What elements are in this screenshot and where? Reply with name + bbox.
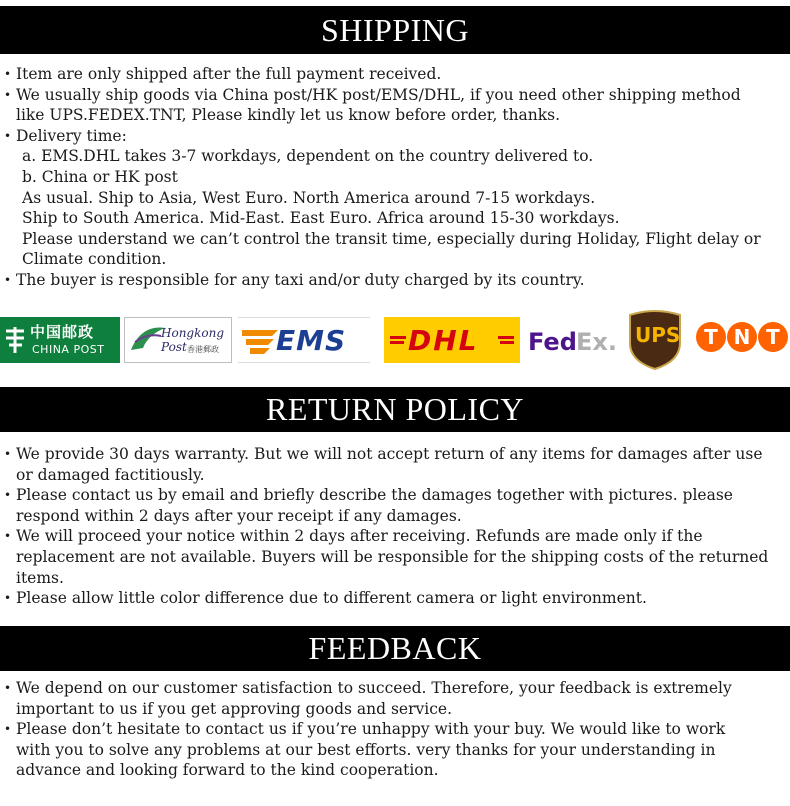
feedback-line: with you to solve any problems at our best efforts. very thanks for your understanding in bbox=[16, 740, 716, 759]
return-policy-text bbox=[2, 444, 790, 609]
fedex-logo bbox=[526, 322, 618, 362]
return-policy-line: • We provide 30 days warranty. But we will not accept return of any items for damages after use bbox=[2, 444, 790, 465]
tnt-letter-n: N bbox=[727, 322, 757, 352]
feedback-line: • We depend on our customer satisfaction to succeed. Therefore, your feedback is extremely bbox=[2, 678, 790, 699]
shipping-line: Please understand we can’t control the transit time, especially during Holiday, Flight delay or bbox=[22, 229, 761, 248]
ups-text: UPS bbox=[635, 323, 681, 347]
return-policy-line: • Please allow little color difference due to different camera or light environment. bbox=[2, 588, 790, 609]
shipping-line: • The buyer is responsible for any taxi and/or duty charged by its country. bbox=[2, 270, 790, 291]
shipping-text bbox=[2, 64, 790, 291]
return-policy-line: respond within 2 days after your receipt if any damages. bbox=[16, 506, 462, 525]
return-policy-title: RETURN POLICY bbox=[265, 391, 525, 427]
hongkong-post-en-text: Hongkong Post bbox=[161, 326, 225, 354]
hongkong-post-logo bbox=[124, 317, 232, 363]
hongkong-post-cn-text: 香港郵政 bbox=[187, 345, 219, 354]
ems-text: EMS bbox=[276, 324, 347, 357]
shipping-line: a. EMS.DHL takes 3-7 workdays, dependent on the country delivered to. bbox=[22, 147, 594, 166]
feedback-line: • Please don’t hesitate to contact us if you’re unhappy with your buy. We would like to work bbox=[2, 719, 790, 740]
feedback-text bbox=[2, 678, 790, 781]
china-post-en-text: CHINA POST bbox=[32, 343, 105, 356]
shipping-title: SHIPPING bbox=[320, 12, 470, 48]
return-policy-line: or damaged factitiously. bbox=[16, 465, 205, 484]
china-post-cn-text: 中国邮政 bbox=[30, 323, 95, 341]
fedex-fed-text: Fed bbox=[528, 328, 577, 356]
shipping-line: • Item are only shipped after the full payment received. bbox=[2, 64, 790, 85]
dhl-logo bbox=[384, 317, 520, 363]
ups-logo bbox=[626, 309, 684, 371]
feedback-line: advance and looking forward to the kind cooperation. bbox=[16, 761, 439, 780]
tnt-letter-t2: T bbox=[758, 322, 788, 352]
tnt-letter-t: T bbox=[696, 322, 726, 352]
dhl-text: DHL bbox=[408, 324, 479, 357]
return-policy-header bbox=[0, 387, 790, 432]
return-policy-line: • We will proceed your notice within 2 days after receiving. Refunds are made only if the bbox=[2, 526, 790, 547]
shipping-line: As usual. Ship to Asia, West Euro. North America around 7-15 workdays. bbox=[22, 188, 596, 207]
ems-logo bbox=[238, 317, 370, 363]
shipping-line: • We usually ship goods via China post/HK post/EMS/DHL, if you need other shipping method bbox=[2, 85, 790, 106]
china-post-logo bbox=[0, 317, 120, 363]
return-policy-line: • Please contact us by email and briefly describe the damages together with pictures. please bbox=[2, 485, 790, 506]
feedback-line: important to us if you get approving goods and service. bbox=[16, 699, 453, 718]
shipping-line: Ship to South America. Mid-East. East Euro. Africa around 15-30 workdays. bbox=[22, 209, 620, 228]
feedback-title: FEEDBACK bbox=[308, 630, 482, 666]
return-policy-line: items. bbox=[16, 568, 64, 587]
china-post-mark-icon bbox=[4, 325, 26, 355]
return-policy-line: replacement are not available. Buyers will be responsible for the shipping costs of the returned bbox=[16, 547, 769, 566]
shipping-header bbox=[0, 6, 790, 54]
shipping-line: Climate condition. bbox=[22, 250, 167, 269]
tnt-logo bbox=[694, 318, 790, 362]
shipping-line: • Delivery time: bbox=[2, 126, 790, 147]
feedback-header bbox=[0, 626, 790, 671]
shipping-line: like UPS.FEDEX.TNT, Please kindly let us know before order, thanks. bbox=[16, 106, 561, 125]
shipping-line: b. China or HK post bbox=[22, 167, 178, 186]
fedex-ex-text: Ex. bbox=[576, 328, 617, 356]
